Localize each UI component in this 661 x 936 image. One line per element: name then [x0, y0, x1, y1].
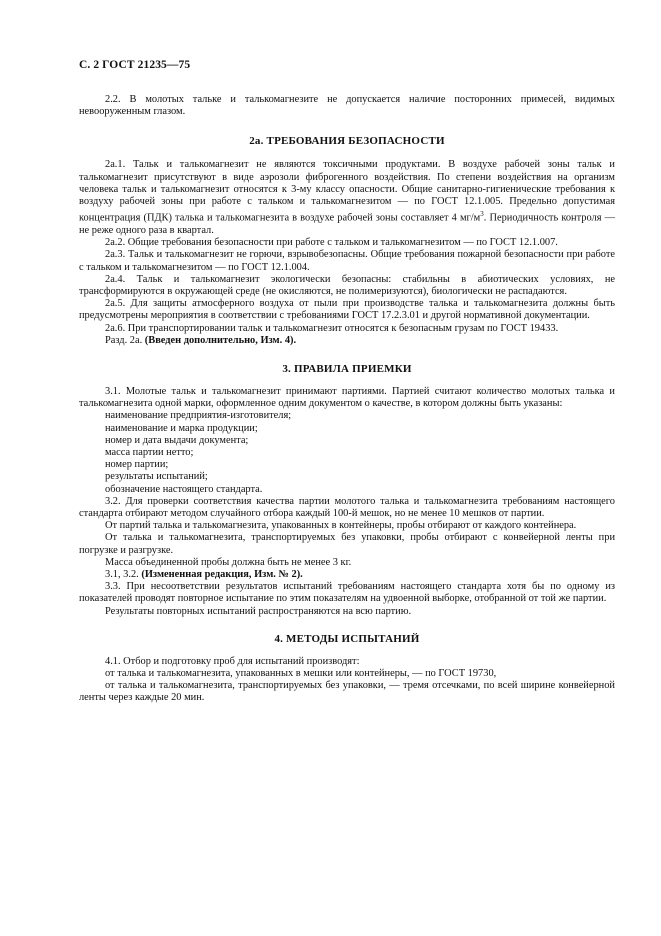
list-item: наименование предприятия-изготовителя;	[105, 410, 292, 422]
paragraph-2a-1-end: . Периодичность контроля — не реже одного раза в квартал.	[79, 212, 615, 236]
list-item: результаты испытаний;	[105, 471, 208, 483]
paragraph-4-1: 4.1. Отбор и подготовку проб для испытаний производят:	[105, 655, 360, 667]
list-item: номер партии;	[105, 459, 169, 471]
paragraph-4-1-bulk: от талька и талькомагнезита, транспортируемых без упаковки, — тремя отсечками, по всей ширине конвейерной ленты через каждые 20 мин.	[79, 680, 615, 704]
amendment-note-prefix: Разд. 2а.	[105, 334, 145, 346]
list-item: масса партии нетто;	[105, 446, 194, 458]
paragraph-2a-1-text: 2а.1. Тальк и талькомагнезит не являются токсичными продуктами. В воздухе рабочей зоны тальк и талькомагнезит присутствуют в виде аэрозоли фиброгенного воздействия. По степени воздействия на организм человека тальк и талькомагнезит относятся к 3-му классу опасности. Общие санитарно-гигиенические требования к воздуху рабочей зоны при работе с тальком и талькомагнезитом — по ГОСТ 12.1.005. Предельно допустимая концентрация (ПДК) талька и талькомагнезита в воздухе рабочей зоны составляет 4 мг/м	[79, 159, 615, 224]
list-item: номер и дата выдачи документа;	[105, 434, 249, 446]
amendment-note-bold: (Введен дополнительно, Изм. 4).	[144, 334, 297, 346]
paragraph-3-2: 3.2. Для проверки соответствия качества партии молотого талька и талькомагнезита требованиям настоящего стандарта отбирают методом случайного отбора каждый 100-й мешок, но не менее 10 мешков от партии.	[79, 495, 615, 519]
amendment-note-3	[79, 569, 615, 581]
paragraph-3-2-bulk: От талька и талькомагнезита, транспортируемых без упаковки, пробы отбирают с конвейерной ленты при погрузке и разгрузке.	[79, 532, 615, 556]
paragraph-2a-5: 2а.5. Для защиты атмосферного воздуха от пыли при производстве талька и талькомагнезита должны быть предусмотрены мероприятия в соответствии с требованиями ГОСТ 17.2.3.01 и другой нормативной документации.	[79, 298, 615, 322]
paragraph-2a-2: 2а.2. Общие требования безопасности при работе с тальком и талькомагнезитом — по ГОСТ 12.1.007.	[105, 237, 558, 249]
paragraph-3-2-containers: От партий талька и талькомагнезита, упакованных в контейнеры, пробы отбирают от каждого контейнера.	[105, 520, 577, 532]
paragraph-3-1: 3.1. Молотые тальк и талькомагнезит принимают партиями. Партией считают количество молотых талька и талькомагнезита одной марки, оформленное одним документом о качестве, в котором должны быть указаны:	[79, 385, 615, 410]
paragraph-2a-1	[79, 159, 615, 237]
section-3-title: 3. ПРАВИЛА ПРИЕМКИ	[282, 362, 412, 375]
paragraph-3-2-mass: Масса объединенной пробы должна быть не менее 3 кг.	[105, 556, 352, 568]
paragraph-3-3-results: Результаты повторных испытаний распространяются на всю партию.	[105, 605, 412, 617]
amendment-note-bold: (Измененная редакция, Изм. № 2).	[141, 568, 303, 580]
section-4-title: 4. МЕТОДЫ ИСПЫТАНИЙ	[274, 632, 420, 645]
paragraph-2a-6: 2а.6. При транспортировании тальк и талькомагнезит относятся к безопасным грузам по ГОСТ 19433.	[105, 322, 559, 334]
superscript-3: 3	[480, 210, 484, 219]
page-header: С. 2 ГОСТ 21235—75	[79, 59, 191, 71]
paragraph-4-1-packed: от талька и талькомагнезита, упакованных в мешки или контейнеры, — по ГОСТ 19730,	[105, 667, 497, 679]
paragraph-2a-4: 2а.4. Тальк и талькомагнезит экологически безопасны: стабильны в абиотических условиях, не трансформируются в окружающей среде (не окисляются, не полимеризуются), биологически не распадаются.	[79, 273, 615, 297]
amendment-note-prefix: 3.1, 3.2.	[105, 568, 142, 580]
list-item: обозначение настоящего стандарта.	[105, 483, 263, 495]
document-body	[79, 94, 615, 705]
amendment-note-2a	[79, 335, 615, 347]
section-2a-title: 2а. ТРЕБОВАНИЯ БЕЗОПАСНОСТИ	[249, 135, 445, 148]
paragraph-2a-3: 2а.3. Тальк и талькомагнезит не горючи, взрывобезопасны. Общие требования пожарной безопасности при работе с тальком и талькомагнезитом — по ГОСТ 12.1.004.	[79, 249, 615, 273]
paragraph-2-2: 2.2. В молотых тальке и талькомагнезите не допускается наличие посторонних примесей, видимых невооруженным глазом.	[79, 94, 615, 118]
list-item: наименование и марка продукции;	[105, 422, 258, 434]
paragraph-3-3: 3.3. При несоответствии результатов испытаний требованиям настоящего стандарта хотя бы по одному из показателей проводят повторное испытание по этим показателям на удвоенной выборке, отобранной от той же партии.	[79, 581, 615, 605]
